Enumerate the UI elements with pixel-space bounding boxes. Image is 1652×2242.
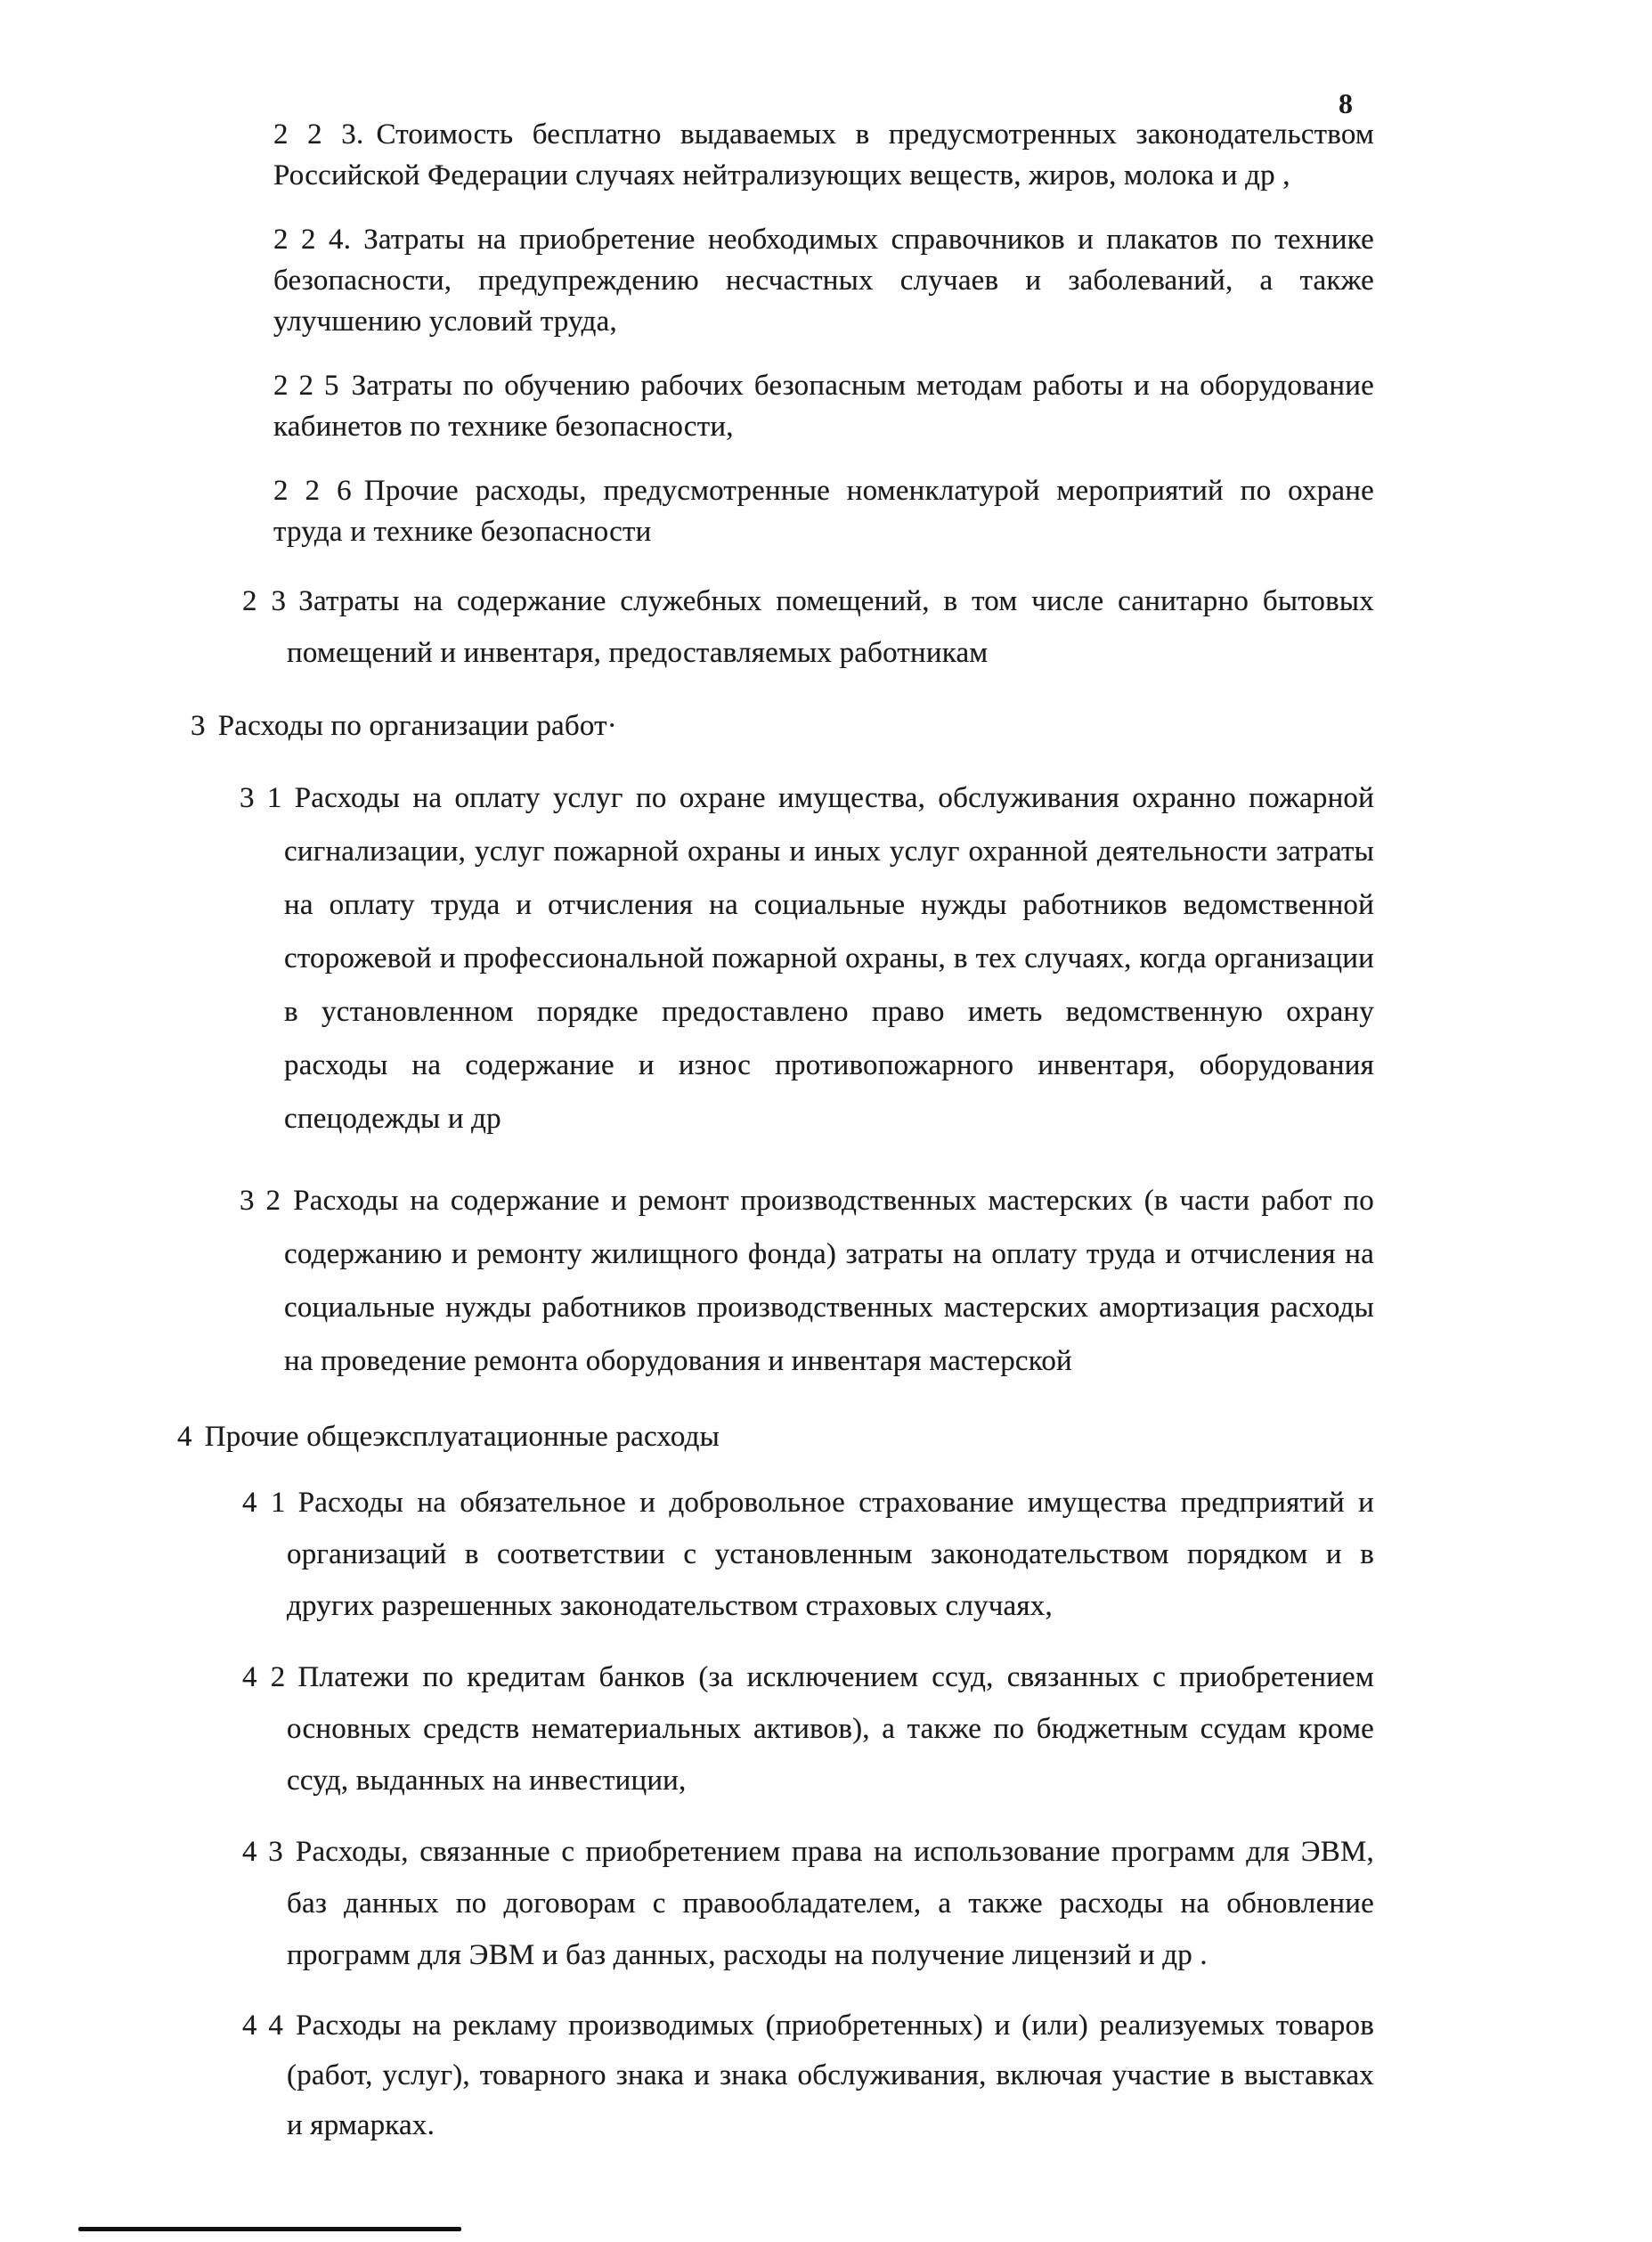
paragraph-4-4 (242, 2001, 1374, 2150)
paragraph-number: 4 2 (242, 1661, 286, 1693)
paragraph-text: Расходы на содержание и ремонт производственных мастерских (в части работ по содержанию и ремонту жилищного фонда) затраты на оплату труда и отчисления на социальные нужды работников производственных мастерских амортизация расходы на проведение ремонта оборудования и инвентаря мастерской (284, 1185, 1374, 1377)
paragraph-2-2-6 (273, 470, 1374, 552)
paragraph-text: Стоимость бесплатно выдаваемых в предусмотренных законодательством Российской Федерации случаях нейтрализующих веществ, жиров, молока и др , (273, 118, 1374, 192)
paragraph-number: 2 3 (242, 585, 287, 617)
paragraph-text: Прочие общеэксплуатационные расходы (204, 1421, 720, 1453)
paragraph-4-3 (242, 1826, 1374, 1981)
paragraph-3-1 (240, 771, 1374, 1145)
paragraph-number: 4 1 (242, 1487, 286, 1519)
paragraph-text: Затраты на содержание служебных помещений, в том числе санитарно бытовых помещений и инвентаря, предоставляемых работникам (287, 585, 1374, 669)
page-number: 8 (1339, 87, 1354, 119)
paragraph-2-3 (242, 575, 1374, 679)
paragraph-text: Платежи по кредитам банков (за исключением ссуд, связанных с приобретением основных средств нематериальных активов), а также по бюджетным ссудам кроме ссуд, выданных на инвестиции, (287, 1661, 1374, 1797)
paragraph-text: Прочие расходы, предусмотренные номенклатурой мероприятий по охране труда и технике безопасности (273, 475, 1374, 548)
paragraph-number: 2 2 5 (273, 370, 339, 402)
paragraph-number: 4 4 (242, 2010, 284, 2042)
paragraph-2-2-5 (273, 365, 1374, 447)
paragraph-4-1 (242, 1477, 1374, 1632)
paragraph-text: Расходы на рекламу производимых (приобретенных) и (или) реализуемых товаров (работ, услуг), товарного знака и знака обслуживания, включая участие в выставках и ярмарках. (287, 2010, 1374, 2141)
paragraph-4-2 (242, 1651, 1374, 1806)
paragraph-number: 4 (177, 1421, 192, 1453)
section-heading-3 (191, 705, 1374, 746)
paragraph-text: Расходы, связанные с приобретением права на использование программ для ЭВМ, баз данных по договорам с правообладателем, а также расходы на обновление программ для ЭВМ и баз данных, расходы на получение лицензий и др . (287, 1836, 1374, 1971)
paragraph-number: 2 2 4. (273, 224, 352, 256)
paragraph-2-2-4 (273, 219, 1374, 342)
paragraph-text: Затраты по обучению рабочих безопасным методам работы и на оборудование кабинетов по технике безопасности, (273, 370, 1374, 443)
section-heading-4 (177, 1416, 1374, 1457)
paragraph-number: 4 3 (242, 1836, 283, 1868)
paragraph-number: 2 2 6 (273, 475, 352, 507)
paragraph-number: 2 2 3. (273, 118, 364, 151)
paragraph-text: Расходы по организации работ· (217, 710, 617, 742)
paragraph-3-2 (240, 1174, 1374, 1388)
paragraph-number: 3 2 (240, 1185, 281, 1217)
paragraph-text: Расходы на оплату услуг по охране имущества, обслуживания охранно пожарной сигнализации, услуг пожарной охраны и иных услуг охранной деятельности затраты на оплату труда и отчисления на социальные нужды работников ведомственной сторожевой и профессиональной пожарной охраны, в тех случаях, когда организации в установленном порядке предоставлено право иметь ведомственную охрану расходы на содержание и износ противопожарного инвентаря, оборудования спецодежды и др (284, 782, 1374, 1135)
paragraph-2-2-3 (273, 114, 1374, 196)
paragraph-number: 3 1 (240, 782, 282, 814)
paragraph-number: 3 (191, 710, 206, 742)
paragraph-text: Расходы на обязательное и добровольное страхование имущества предприятий и организаций в соответствии с установленным законодательством порядком и в других разрешенных законодательством страховых случаях, (287, 1487, 1375, 1622)
paragraph-text: Затраты на приобретение необходимых справочников и плакатов по технике безопасности, предупреждению несчастных случаев и заболеваний, а также улучшению условий труда, (273, 224, 1374, 338)
scan-edge-artifact (78, 2227, 461, 2231)
